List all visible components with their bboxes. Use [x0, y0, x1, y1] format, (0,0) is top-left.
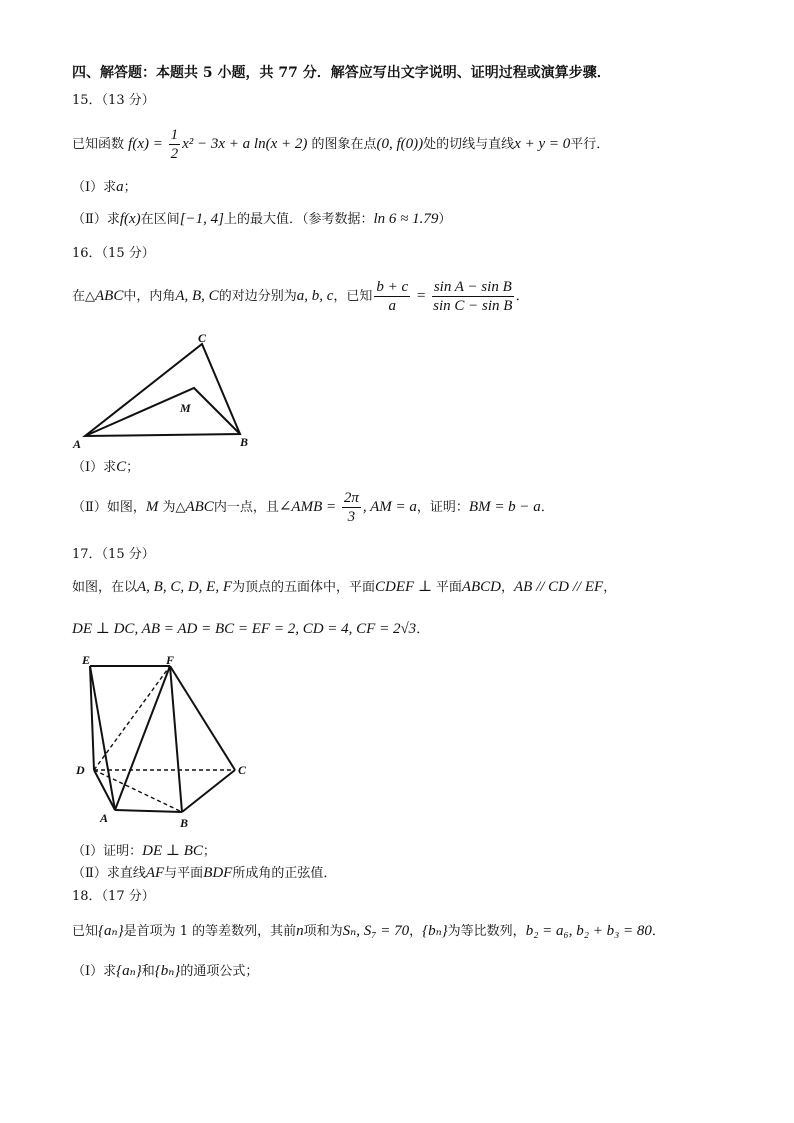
- q16-part1-var: C: [116, 459, 127, 475]
- q17-part2-mid: 与平面: [164, 866, 204, 881]
- q18-part1-mid: 和: [141, 964, 155, 979]
- q16-part2-mid3: ，证明：: [416, 500, 469, 515]
- q15-part2-prefix: （Ⅱ）求: [72, 212, 120, 227]
- q16-frac2-den: sin C − sin B: [433, 298, 513, 314]
- q16-label-M: M: [180, 401, 191, 415]
- q17-part1-stmt: DE ⊥ BC: [142, 843, 203, 859]
- q17-hidden-edges: [94, 666, 235, 812]
- q17-part2-line: AF: [145, 865, 165, 881]
- q17-label-B: B: [180, 816, 189, 830]
- q17-line1-suffix: ，: [603, 580, 617, 595]
- q16-part2-frac: [342, 489, 361, 526]
- q16-part2-tri: ABC: [185, 499, 214, 515]
- q16-triangle-figure: [70, 328, 270, 452]
- q15-f-lhs: f(x) =: [128, 136, 167, 152]
- q16-sides: a, b, c: [296, 288, 334, 304]
- q18-header: 18．（17 分）: [72, 889, 155, 904]
- q17-line1-plane2: ABCD: [461, 579, 501, 595]
- q18-stem-suffix: ．: [651, 924, 665, 939]
- q18-cond: b₂ = a₆, b₂ + b₃ = 80: [525, 923, 652, 939]
- q17-line1-par: AB // CD // EF: [514, 579, 604, 595]
- q15-header: 15．（13 分）: [72, 93, 155, 108]
- q17-line1-mid2: 平面: [435, 580, 462, 595]
- q15-part2-ref: ln 6 ≈ 1.79: [373, 211, 439, 227]
- q18-an: {aₙ}: [98, 923, 124, 939]
- q16-part1-suffix: ；: [126, 460, 140, 475]
- q15-part2-mid: 在区间: [140, 212, 180, 227]
- q16-frac2-num: sin A − sin B: [433, 279, 512, 295]
- q16-part2-prefix: （Ⅱ）如图，: [72, 500, 146, 515]
- q15-frac-den: 2: [170, 146, 179, 162]
- q15-part2-mid2: 上的最大值．（参考数据：: [223, 212, 374, 227]
- q18-part1-bn: {bₙ}: [154, 963, 181, 979]
- q16-part2: [72, 488, 554, 526]
- q16-part2-mid2: 内一点，且: [213, 500, 279, 515]
- q17-line2-math: DE ⊥ DC, AB = AD = BC = EF = 2, CD = 4, CF = 2√3: [72, 621, 417, 637]
- q17-part2-suffix: 所成角的正弦值．: [232, 866, 337, 881]
- q16-stem: [72, 277, 529, 315]
- q17-part2-plane: BDF: [203, 865, 233, 881]
- q17-line2: [72, 620, 429, 639]
- q16-frac2: [432, 278, 514, 315]
- q17-line1-plane1: CDEF: [375, 579, 415, 595]
- q15-stem-suffix: 平行．: [570, 137, 610, 152]
- q17-line1-perp: ⊥: [414, 579, 436, 595]
- q17-label-D: D: [76, 763, 85, 777]
- q17-label-A: A: [100, 811, 109, 825]
- q16-label-C: C: [198, 331, 207, 345]
- q15-part2-suffix: ）: [438, 212, 452, 227]
- q18-stem-mid3: ，: [409, 924, 423, 939]
- q17-part1-suffix: ；: [202, 844, 216, 859]
- q15-frac-num: 1: [170, 127, 179, 143]
- q15-part1-suffix: ；: [123, 180, 137, 195]
- q16-stem-mid3: ，已知: [333, 289, 373, 304]
- q15-part2-f: f(x): [119, 211, 141, 227]
- q17-polyhedron-figure: [70, 650, 260, 832]
- q16-frac1: [374, 278, 410, 315]
- q15-stem-prefix: 已知函数: [72, 137, 125, 152]
- q18-stem: [72, 922, 665, 941]
- q17-line1: [72, 578, 616, 597]
- q18-part1-suffix: 的通项公式；: [180, 964, 259, 979]
- q16-eq: =: [412, 288, 430, 304]
- q17-line1-prefix: 如图，在以: [72, 580, 138, 595]
- q17-part1-prefix: （Ⅰ）证明：: [72, 844, 143, 859]
- q15-stem-mid: 的图象在点: [311, 137, 377, 152]
- q16-triangle-abc: [85, 344, 240, 436]
- q16-part2-am: , AM = a: [362, 499, 417, 515]
- q16-stem-mid2: 的对边分别为: [218, 289, 297, 304]
- q16-stem-suffix: ．: [515, 289, 529, 304]
- q15-part2-interval: [−1, 4]: [179, 211, 224, 227]
- q16-header: 16．（15 分）: [72, 246, 155, 261]
- q16-frac1-den: a: [388, 298, 397, 314]
- q17-line1-comma: ，: [501, 580, 515, 595]
- q16-stem-prefix: 在△: [72, 289, 95, 304]
- q18-part1: [72, 962, 258, 981]
- q15-part2: [72, 210, 451, 229]
- q16-label-B: B: [240, 435, 249, 449]
- q18-stem-mid: 是首项为 1 的等差数列，其前: [123, 924, 297, 939]
- q18-stem-mid4: 为等比数列，: [447, 924, 526, 939]
- q16-part2-frac-den: 3: [347, 509, 356, 525]
- q16-frac1-num: b + c: [376, 279, 409, 295]
- q16-part2-frac-num: 2π: [343, 490, 359, 506]
- q16-part2-angle: ∠AMB =: [278, 499, 340, 515]
- q17-line1-pts: A, B, C, D, E, F: [137, 579, 233, 595]
- q16-label-A: A: [73, 437, 82, 451]
- q17-line1-mid: 为顶点的五面体中，平面: [232, 580, 376, 595]
- q17-solid-edges: [90, 666, 235, 812]
- q18-n: n: [296, 923, 304, 939]
- q15-part1: [72, 178, 137, 197]
- q17-part1: [72, 842, 216, 861]
- q17-label-E: E: [82, 653, 91, 667]
- q16-part2-suffix: ．: [540, 500, 554, 515]
- q16-part2-m: M: [145, 499, 159, 515]
- q15-line-eq: x + y = 0: [514, 136, 571, 152]
- q16-part2-mid: 为△: [162, 500, 186, 515]
- q16-part2-goal: BM = b − a: [468, 499, 541, 515]
- q17-label-C: C: [238, 763, 247, 777]
- q15-point: (0, f(0)): [376, 136, 424, 152]
- q17-label-F: F: [166, 653, 175, 667]
- q16-segments-am-mb: [85, 388, 240, 436]
- q17-line2-suffix: ．: [416, 622, 430, 637]
- q18-bn: {bₙ}: [422, 923, 448, 939]
- q15-part1-prefix: （Ⅰ）求: [72, 180, 117, 195]
- q18-stem-mid2: 项和为: [303, 924, 343, 939]
- q15-f-rhs: x² − 3x + a ln(x + 2): [182, 136, 308, 152]
- q16-part1: [72, 458, 139, 477]
- q16-triangle: ABC: [95, 288, 124, 304]
- q16-angles: A, B, C: [175, 288, 219, 304]
- q17-part2: [72, 864, 336, 883]
- q17-part2-prefix: （Ⅱ）求直线: [72, 866, 146, 881]
- section-title: 四、解答题：本题共 5 小题，共 77 分．解答应写出文字说明、证明过程或演算步骤．: [72, 65, 611, 81]
- q15-stem: [72, 126, 609, 162]
- q18-sn: Sₙ, S₇ = 70: [342, 923, 410, 939]
- q16-stem-mid: 中，内角: [123, 289, 176, 304]
- q15-stem-mid2: 处的切线与直线: [423, 137, 515, 152]
- q15-fraction: [169, 126, 181, 163]
- q17-header: 17．（15 分）: [72, 547, 155, 562]
- q15-part1-var: a: [116, 179, 124, 195]
- q16-part1-prefix: （Ⅰ）求: [72, 460, 117, 475]
- q18-stem-prefix: 已知: [72, 924, 99, 939]
- q18-part1-prefix: （Ⅰ）求: [72, 964, 117, 979]
- q18-part1-an: {aₙ}: [116, 963, 142, 979]
